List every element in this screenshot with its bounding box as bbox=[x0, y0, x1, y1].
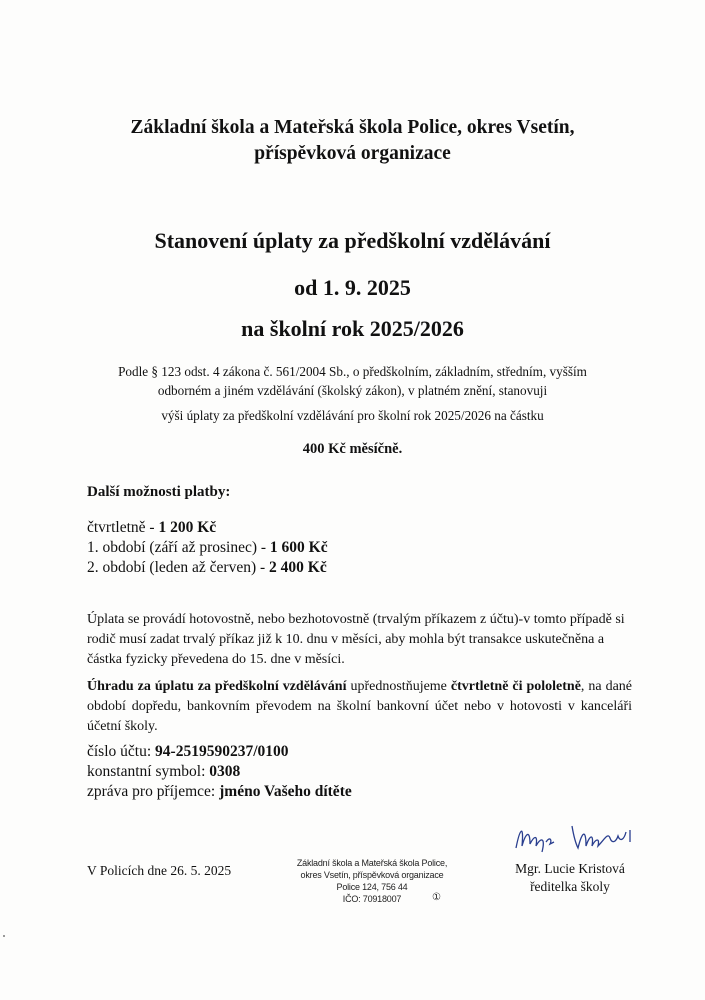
document-date: V Policích dne 26. 5. 2025 bbox=[87, 863, 232, 878]
bank-details bbox=[87, 742, 352, 802]
stamp-line3: Police 124, 756 44 bbox=[336, 882, 408, 892]
payment-option-period2 bbox=[87, 558, 328, 578]
message-label: zpráva pro příjemce: bbox=[87, 783, 220, 800]
payment-option-period1 bbox=[87, 538, 328, 558]
legal-basis-line1: Podle § 123 odst. 4 zákona č. 561/2004 Sb., o předškolním, základním, středním, vyšším bbox=[118, 364, 587, 379]
account-value: 94-2519590237/0100 bbox=[155, 743, 289, 760]
preference-bold-2: čtvrtletně či pololetně bbox=[450, 679, 581, 694]
scan-artifact bbox=[3, 935, 5, 937]
symbol-label: konstantní symbol: bbox=[87, 763, 210, 780]
option-amount: 2 400 Kč bbox=[269, 559, 327, 576]
message-value: jméno Vašeho dítěte bbox=[219, 783, 352, 800]
stamp-number-icon: ① bbox=[432, 892, 441, 903]
monthly-amount: 400 Kč měsíčně. bbox=[302, 441, 403, 457]
option-amount: 1 600 Kč bbox=[269, 539, 328, 556]
signature bbox=[512, 818, 642, 858]
legal-basis-line2: odborném a jiném vzdělávání (školský zákon), v platném znění, stanovuji bbox=[157, 383, 548, 398]
signer-name: Mgr. Lucie Kristová bbox=[515, 861, 625, 876]
payment-option-quarterly bbox=[87, 518, 328, 538]
option-label: 2. období (leden až červen) - bbox=[87, 559, 270, 576]
option-label: čtvrtletně - bbox=[87, 519, 159, 536]
payment-method-paragraph: Úplata se provádí hotovostně, nebo bezhotovostně (trvalým příkazem z účtu)-v tomto případě si rodič musí zadat trvalý příkaz již k 10. dnu v měsíci, aby mohla být transakce uskutečněna a částka fyzicky převedena do 15. dne v měsíci. bbox=[87, 612, 625, 667]
signature-scribble-icon bbox=[512, 818, 642, 858]
signer-block bbox=[500, 860, 640, 896]
symbol-value: 0308 bbox=[209, 763, 241, 780]
school-stamp bbox=[272, 857, 472, 905]
preference-text-1: upřednostňujeme bbox=[346, 679, 451, 694]
stamp-line1: Základní škola a Mateřská škola Police, bbox=[296, 858, 448, 868]
preference-bold-1: Úhradu za úplatu za předškolní vzdělávání bbox=[87, 679, 347, 694]
stamp-line4: IČO: 70918007 bbox=[342, 894, 402, 904]
stamp-line2: okres Vsetín, příspěvková organizace bbox=[300, 870, 444, 880]
payment-message bbox=[87, 782, 352, 802]
effective-date: od 1. 9. 2025 bbox=[294, 275, 411, 300]
payment-preference-paragraph bbox=[87, 677, 632, 737]
school-year: na školní rok 2025/2026 bbox=[241, 316, 464, 341]
account-number bbox=[87, 742, 352, 762]
signer-role: ředitelka školy bbox=[530, 879, 610, 894]
document-title: Stanovení úplaty za předškolní vzdělávání bbox=[154, 228, 551, 253]
fee-statement: výši úplaty za předškolní vzdělávání pro školní rok 2025/2026 na částku bbox=[161, 408, 544, 423]
preference-text-2: , na dané období dopředu, bankovním převodem na školní bankovní účet nebo v hotovosti v kanceláři účetní školy. bbox=[87, 679, 633, 734]
organization-name-line2: příspěvková organizace bbox=[254, 143, 451, 164]
organization-header bbox=[0, 115, 705, 167]
payment-options-title: Další možnosti platby: bbox=[87, 484, 231, 500]
legal-basis bbox=[0, 362, 705, 400]
organization-name-line1: Základní škola a Mateřská škola Police, okres Vsetín, bbox=[130, 117, 575, 138]
option-label: 1. období (září až prosinec) - bbox=[87, 539, 270, 556]
payment-options-list bbox=[87, 518, 328, 578]
option-amount: 1 200 Kč bbox=[158, 519, 217, 536]
account-label: číslo účtu: bbox=[87, 743, 156, 760]
constant-symbol bbox=[87, 762, 352, 782]
